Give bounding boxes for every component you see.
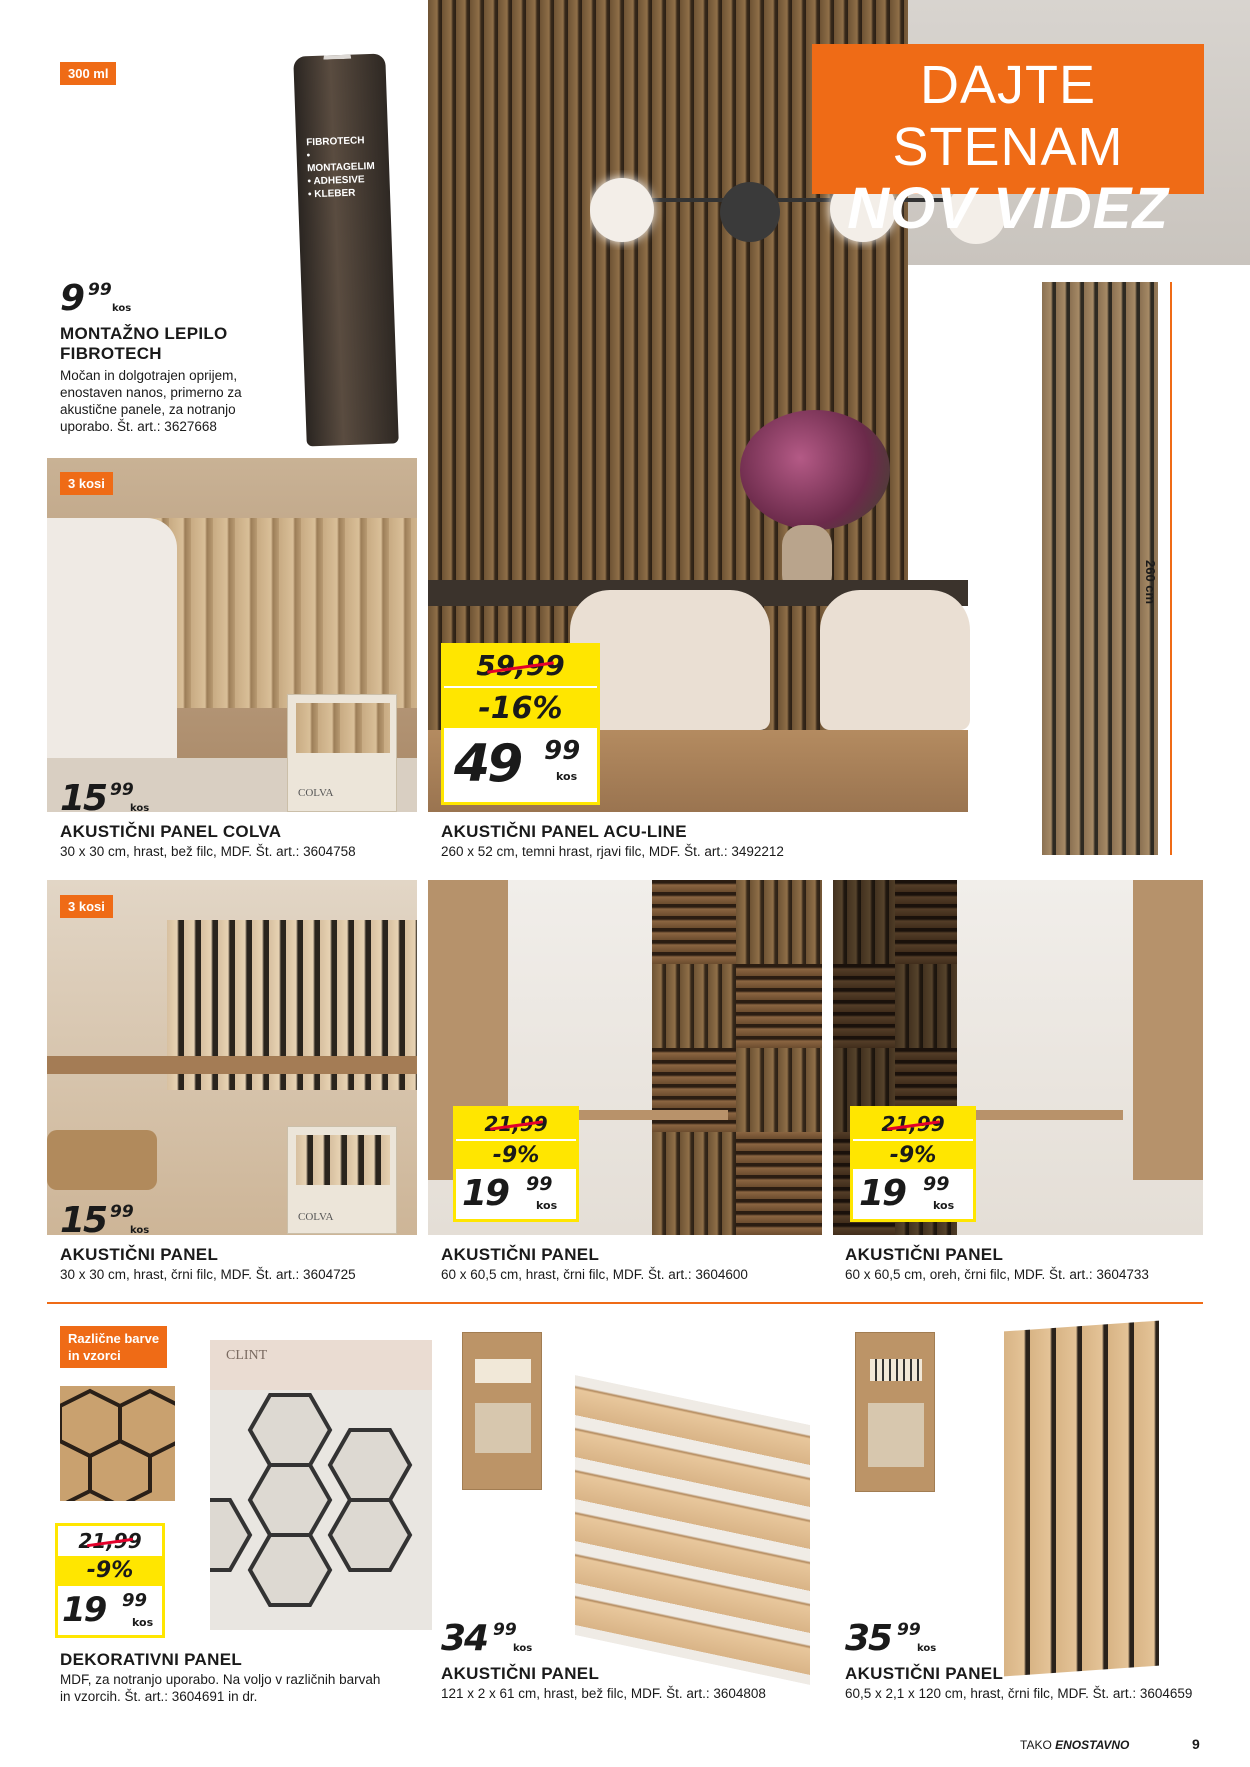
- price-cents: 99: [88, 280, 112, 300]
- discount: -9%: [456, 1139, 576, 1169]
- price-main: 34: [441, 1618, 488, 1659]
- new-price-main: 19: [62, 1590, 106, 1630]
- price-main: 9: [60, 278, 84, 319]
- old-price: 21,99: [58, 1526, 162, 1556]
- colva-black-price: [60, 1200, 160, 1240]
- adhesive-desc: [60, 367, 300, 435]
- new-price-cents: 99: [923, 1173, 950, 1195]
- price-unit: kos: [556, 770, 578, 783]
- package-label: COLVA: [298, 1211, 334, 1223]
- decor-desc: [60, 1671, 380, 1705]
- colva-beige-desc: 30 x 30 cm, hrast, bež filc, MDF. Št. art.: 3604758: [60, 844, 356, 859]
- price-cents: 99: [110, 1202, 134, 1222]
- acu-line-title: AKUSTIČNI PANEL ACU-LINE: [441, 822, 687, 841]
- acu-line-panel-image: [1042, 282, 1158, 855]
- new-price-cents: 99: [544, 736, 581, 766]
- headline-line2: NOV VIDEZ: [847, 176, 1169, 241]
- price-unit: kos: [132, 1616, 154, 1629]
- colva-beige-title: AKUSTIČNI PANEL COLVA: [60, 822, 282, 841]
- colva-black-room-photo: [47, 880, 417, 1235]
- desc-line: uporabo. Št. art.: 3627668: [60, 419, 217, 434]
- footer-brand: [1020, 1738, 1129, 1752]
- desc-line: akustične panele, za notranjo: [60, 402, 236, 417]
- colva-black-title: AKUSTIČNI PANEL: [60, 1245, 219, 1264]
- colva-black-qty-badge: 3 kosi: [60, 895, 113, 918]
- cartridge-line3: • KLEBER: [307, 187, 356, 201]
- old-price: 21,99: [853, 1109, 973, 1139]
- adhesive-cartridge-image: [293, 54, 399, 447]
- price-cents: 99: [110, 780, 134, 800]
- panel-oak-desc: 60 x 60,5 cm, hrast, črni filc, MDF. Št. art.: 3604600: [441, 1267, 748, 1282]
- footer-brand-bold: ENOSTAVNO: [1055, 1738, 1130, 1752]
- colva-package: [287, 694, 397, 812]
- panel-121-price: [441, 1618, 551, 1658]
- acu-line-desc: 260 x 52 cm, temni hrast, rjavi filc, MDF. Št. art.: 3492212: [441, 844, 784, 859]
- new-price-cents: 99: [122, 1590, 148, 1611]
- adhesive-title-line2: FIBROTECH: [60, 344, 162, 363]
- discount: -9%: [853, 1139, 973, 1169]
- panel-120-price: [845, 1618, 955, 1658]
- new-price: [444, 728, 597, 802]
- decor-package-image: [210, 1340, 432, 1630]
- package-label: CLINT: [226, 1348, 268, 1363]
- new-price: [853, 1169, 973, 1219]
- new-price-main: 19: [859, 1173, 906, 1214]
- panel-120-package-image: [855, 1332, 935, 1492]
- headline-banner: [812, 44, 1204, 241]
- headline-line1: DAJTE STENAM: [892, 55, 1124, 177]
- package-label: COLVA: [298, 787, 334, 799]
- cartridge-brand: FIBROTECH: [306, 135, 365, 149]
- panel-121-package-image: [462, 1332, 542, 1490]
- adhesive-title-line1: MONTAŽNO LEPILO: [60, 324, 228, 343]
- decor-badge-line2: in vzorci: [68, 1348, 121, 1363]
- new-price: [456, 1169, 576, 1219]
- page-number: 9: [1192, 1736, 1200, 1752]
- discount: -9%: [58, 1556, 162, 1586]
- price-unit: kos: [513, 1643, 533, 1654]
- price-unit: kos: [130, 1225, 150, 1236]
- price-unit: kos: [917, 1643, 937, 1654]
- panel-120-desc: 60,5 x 2,1 x 120 cm, hrast, črni filc, MDF. Št. art.: 3604659: [845, 1686, 1193, 1701]
- colva-beige-price: [60, 778, 160, 818]
- panel-oak-title: AKUSTIČNI PANEL: [441, 1245, 600, 1264]
- dimension-label: 260 cm: [1143, 560, 1158, 605]
- footer-brand-prefix: TAKO: [1020, 1738, 1056, 1752]
- decor-hex-swatch: [60, 1386, 175, 1501]
- decor-title: DEKORATIVNI PANEL: [60, 1650, 243, 1669]
- panel-121-desc: 121 x 2 x 61 cm, hrast, bež filc, MDF. Št. art.: 3604808: [441, 1686, 766, 1701]
- decor-badge: [60, 1326, 167, 1368]
- price-main: 15: [60, 1200, 107, 1241]
- price-unit: kos: [112, 303, 132, 314]
- price-cents: 99: [493, 1620, 517, 1640]
- panel-120-slats-image: [1004, 1321, 1159, 1677]
- decor-badge-line1: Različne barve: [68, 1331, 160, 1346]
- panel-walnut-price-box: [850, 1106, 976, 1222]
- cartridge-line1: • MONTAGELIM: [306, 150, 375, 175]
- new-price-cents: 99: [526, 1173, 553, 1195]
- acu-line-price-box: [441, 643, 600, 805]
- decor-price-box: [55, 1523, 165, 1638]
- hex-pattern: [60, 1386, 175, 1501]
- colva-package: [287, 1126, 397, 1234]
- panel-walnut-title: AKUSTIČNI PANEL: [845, 1245, 1004, 1264]
- panel-walnut-desc: 60 x 60,5 cm, oreh, črni filc, MDF. Št. art.: 3604733: [845, 1267, 1149, 1282]
- desc-line: enostaven nanos, primerno za: [60, 385, 242, 400]
- hex-tiles: [210, 1390, 432, 1630]
- desc-line: in vzorcih. Št. art.: 3604691 in dr.: [60, 1689, 258, 1704]
- price-main: 35: [845, 1618, 892, 1659]
- price-cents: 99: [897, 1620, 921, 1640]
- adhesive-price: [60, 278, 140, 318]
- price-unit: kos: [130, 803, 150, 814]
- colva-black-desc: 30 x 30 cm, hrast, črni filc, MDF. Št. art.: 3604725: [60, 1267, 356, 1282]
- desc-line: MDF, za notranjo uporabo. Na voljo v različnih barvah: [60, 1672, 381, 1687]
- price-main: 15: [60, 778, 107, 819]
- cartridge-line2: • ADHESIVE: [307, 174, 365, 188]
- dining-chair-right: [820, 590, 970, 730]
- desc-line: Močan in dolgotrajen oprijem,: [60, 368, 238, 383]
- colva-beige-qty-badge: 3 kosi: [60, 472, 113, 495]
- panel-120-title: AKUSTIČNI PANEL: [845, 1664, 1004, 1683]
- new-price-main: 49: [454, 734, 521, 794]
- dimension-line: [1170, 282, 1172, 855]
- discount: -16%: [444, 686, 597, 728]
- old-price: 59,99: [444, 646, 597, 686]
- old-price: 21,99: [456, 1109, 576, 1139]
- price-unit: kos: [933, 1199, 955, 1212]
- price-unit: kos: [536, 1199, 558, 1212]
- dining-chair-left: [570, 590, 770, 730]
- flower-vase: [720, 410, 900, 600]
- panel-121-slats-image: [575, 1375, 810, 1685]
- panel-121-title: AKUSTIČNI PANEL: [441, 1664, 600, 1683]
- panel-oak-price-box: [453, 1106, 579, 1222]
- adhesive-volume-badge: 300 ml: [60, 62, 116, 85]
- new-price: [58, 1586, 162, 1635]
- new-price-main: 19: [462, 1173, 509, 1214]
- colva-beige-bedroom-photo: [47, 458, 417, 812]
- section-divider: [47, 1302, 1203, 1304]
